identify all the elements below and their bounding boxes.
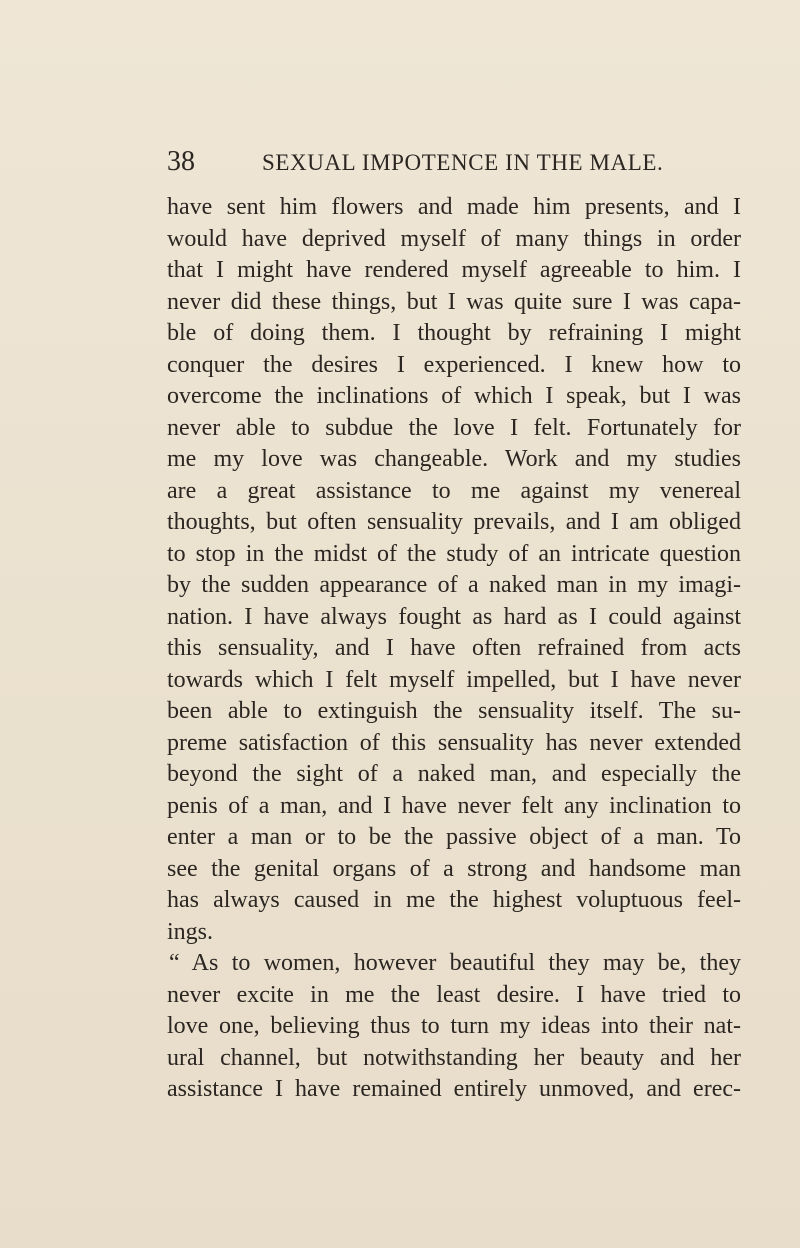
text-line: by the sudden appearance of a naked man in my imagi- <box>167 572 741 598</box>
text-line: assistance I have remained entirely unmoved, and erec- <box>167 1076 741 1102</box>
text-line: have sent him flowers and made him presents, and I <box>167 194 741 220</box>
paragraph-end-line: ings. <box>167 918 214 945</box>
text-line: towards which I felt myself impelled, but I have never <box>167 666 741 693</box>
page-number: 38 <box>167 146 195 177</box>
text-line: never did these things, but I was quite sure I was capa- <box>167 288 741 315</box>
text-line: beyond the sight of a naked man, and especially the <box>167 761 741 787</box>
text-line: penis of a man, and I have never felt any inclination to <box>167 792 741 819</box>
text-line: preme satisfaction of this sensuality has never extended <box>167 729 741 756</box>
text-line: overcome the inclinations of which I speak, but I was <box>167 383 741 409</box>
text-line: enter a man or to be the passive object of a man. To <box>167 824 741 850</box>
text-line: been able to extinguish the sensuality itself. The su- <box>167 698 741 724</box>
text-line: never excite in me the least desire. I have tried to <box>167 981 741 1008</box>
text-line: to stop in the midst of the study of an intricate question <box>167 540 741 567</box>
running-title: SEXUAL IMPOTENCE IN THE MALE. <box>262 150 664 175</box>
text-line: ural channel, but notwithstanding her beauty and her <box>167 1044 741 1071</box>
text-line: see the genital organs of a strong and handsome man <box>167 855 741 882</box>
text-line: that I might have rendered myself agreeable to him. I <box>167 257 741 283</box>
text-line: has always caused in me the highest voluptuous feel- <box>167 887 741 913</box>
text-line: never able to subdue the love I felt. Fortunately for <box>167 414 741 441</box>
text-line: me my love was changeable. Work and my studies <box>167 446 741 472</box>
text-line: conquer the desires I experienced. I knew how to <box>167 351 741 378</box>
body-text <box>167 192 741 1106</box>
text-line: thoughts, but often sensuality prevails, and I am obliged <box>167 509 741 535</box>
text-line: would have deprived myself of many things in order <box>167 225 741 252</box>
text-line: are a great assistance to me against my venereal <box>167 477 741 504</box>
paragraph-start-line: “ As to women, however beautiful they may be, they <box>169 950 741 976</box>
text-line: this sensuality, and I have often refrained from acts <box>167 635 741 661</box>
text-line: love one, believing thus to turn my ideas into their nat- <box>167 1013 741 1039</box>
text-line: nation. I have always fought as hard as I could against <box>167 603 741 630</box>
text-line: ble of doing them. I thought by refraining I might <box>167 320 741 346</box>
page-header <box>167 146 667 180</box>
